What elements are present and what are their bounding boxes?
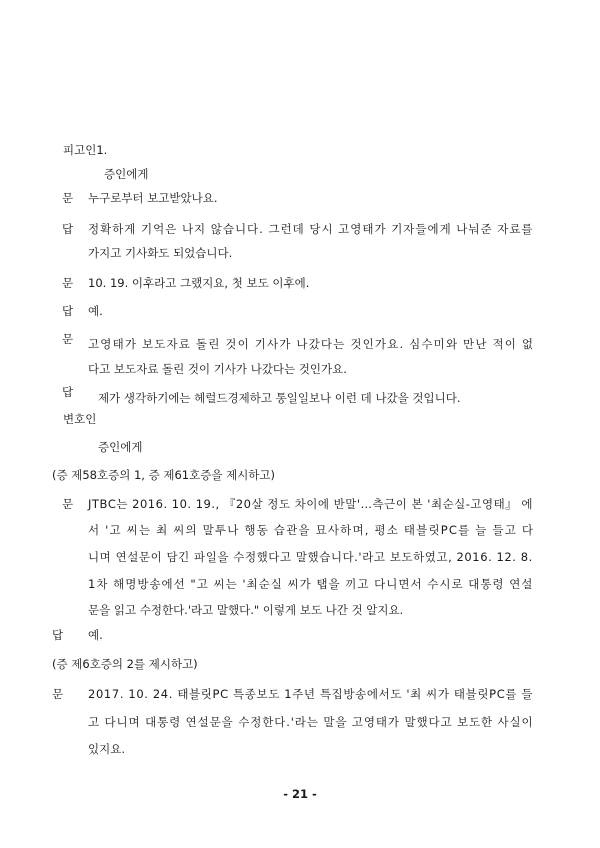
answer-text: 예. — [88, 304, 103, 318]
question-text: 문을 읽고 수정한다.'라고 말했다." 이렇게 보도 나간 것 알지요. — [88, 603, 404, 617]
answer-text: 예. — [88, 628, 103, 642]
question-text: 누구로부터 보고받았나요. — [88, 191, 218, 205]
question-text: 있지요. — [88, 742, 125, 756]
question-text: 고 영 태 가 보 도 자 료 돌 린 것 이 기 사 가 나 갔 다 는 것 인 가 요 . 심 수 미 와 만 난 적 이 없 — [88, 337, 533, 351]
question-text: 2 0 1 7 . 1 0 . 2 4 . 태 블 릿 P C 특 종 보 도 1 주 년 특 집 방 송 에 서 도 ' 최 씨 가 태 블 릿 P C 를 들 — [88, 687, 533, 701]
answer-tag: 답 — [52, 628, 64, 642]
answer-text: 정 확 하 게 기 억 은 나 지 않 습 니 다 . 그 런 데 당 시 고 영 태 가 기 자 들 에 게 나 눠 준 자 료 를 — [88, 222, 533, 236]
question-tag: 문 — [62, 332, 74, 346]
to-witness-label: 증인에게 — [104, 167, 149, 181]
question-text: 다고 보도자료 돌린 것이 기사가 나갔다는 것인가요. — [88, 362, 347, 376]
question-text: 서 ' 고 씨 는 최 씨 의 말 투 나 행 동 습 관 을 묘 사 하 며 , 평 소 태 블 릿 P C 를 늘 들 고 다 — [88, 523, 533, 537]
defendant-heading: 피고인1. — [63, 143, 108, 157]
question-tag: 문 — [62, 276, 74, 290]
question-tag: 문 — [52, 687, 64, 701]
question-text: J T B C 는 2 0 1 6 . 1 0 . 1 9 . , 『 2 0 살 정 도 차 이 에 반 말 ' … 측 근 이 본 ' 최 순 실 - 고 영 태 』 에 — [88, 497, 533, 511]
question-text: 니 며 연 설 문 이 담 긴 파 일 을 수 정 했 다 고 말 했 습 니 다 . ' 라 고 보 도 하 였 고 , 2 0 1 6 . 1 2 . 8 . — [88, 550, 533, 564]
answer-text: 가지고 기사화도 되었습니다. — [88, 246, 233, 260]
question-tag: 문 — [62, 191, 74, 205]
counsel-heading: 변호인 — [63, 412, 97, 426]
answer-tag: 답 — [62, 385, 74, 399]
question-text: 1 차 해 명 방 송 에 선 " 고 씨 는 ' 최 순 실 씨 가 탭 을 끼 고 다 니 면 서 수 시 로 대 통 령 연 설 — [88, 577, 533, 591]
answer-text: 제가 생각하기에는 헤럴드경제하고 통일일보나 이런 데 나갔을 것입니다. — [98, 391, 461, 405]
exhibit-note: (증 제58호증의 1, 증 제61호증을 제시하고) — [52, 468, 276, 482]
exhibit-note: (증 제6호증의 2를 제시하고) — [52, 657, 198, 671]
question-text: 10. 19. 이후라고 그랬지요, 첫 보도 이후에. — [88, 276, 310, 290]
answer-tag: 답 — [62, 222, 74, 236]
question-text: 고 다 니 며 대 통 령 연 설 문 을 수 정 한 다 . ' 라 는 말 을 고 영 태 가 말 했 다 고 보 도 한 사 실 이 — [88, 715, 533, 729]
question-tag: 문 — [62, 497, 74, 511]
answer-tag: 답 — [62, 304, 74, 318]
page-number: - 21 - — [283, 787, 317, 801]
to-witness-label: 증인에게 — [98, 440, 143, 454]
